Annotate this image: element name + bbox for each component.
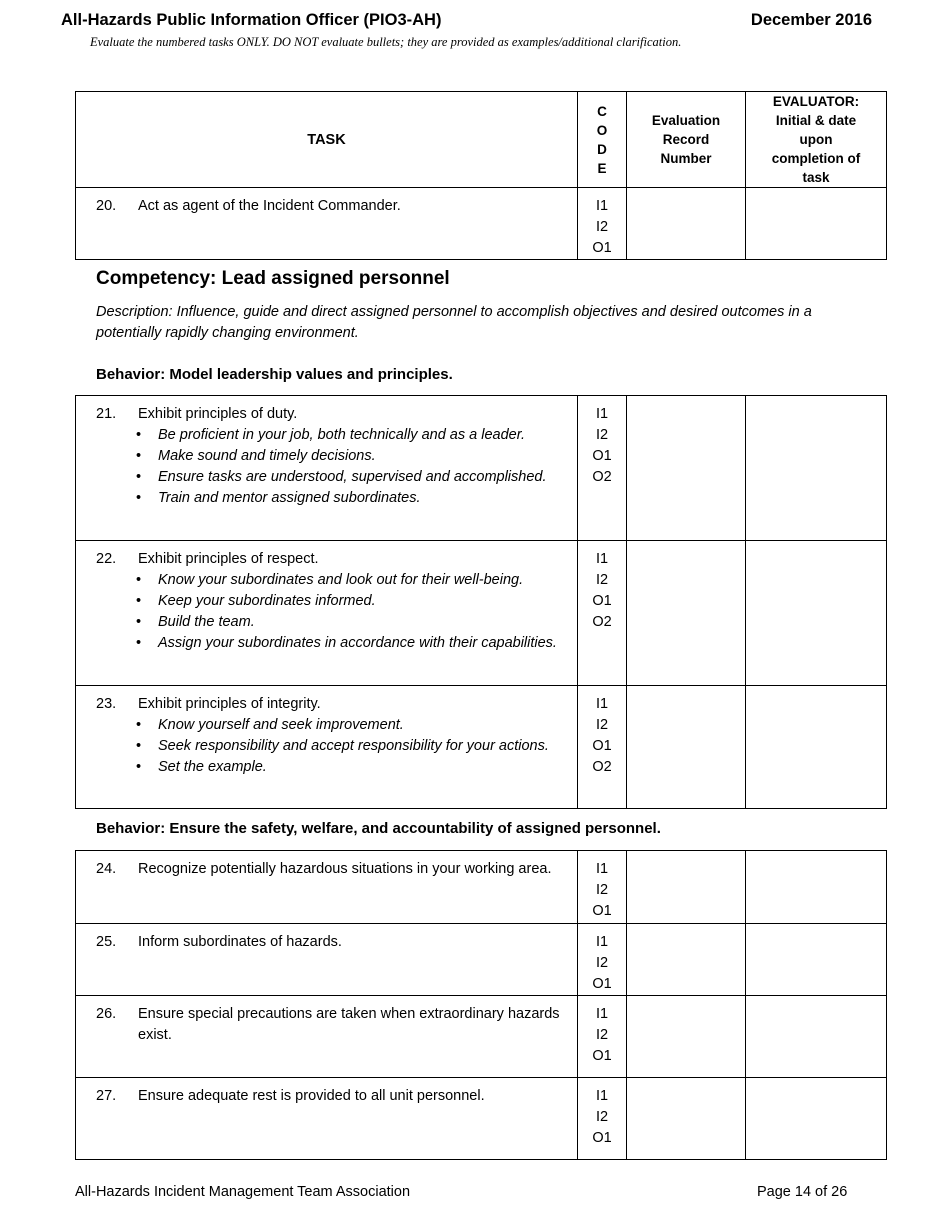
code-letter: C [597,103,607,119]
task-description [76,1078,578,1160]
code: I2 [595,955,609,971]
behavior-title: Behavior: Model leadership values and principles. [96,366,453,383]
task-text: Inform subordinates of hazards. [138,934,342,950]
bullet-item: • Make sound and timely decisions. [128,446,567,467]
task-number: 24. [96,861,117,877]
code: O1 [592,1130,612,1146]
code: I2 [595,717,609,733]
header-line: Initial & date [775,113,857,128]
task-number: 23. [96,696,117,712]
code: I1 [595,1006,609,1022]
task-codes [578,396,627,541]
header-line: completion of [771,151,861,166]
task-codes [578,924,627,996]
task-row-25 [76,924,887,996]
code: I1 [595,198,609,214]
competency-title: Competency: Lead assigned personnel [96,268,450,289]
code: O2 [592,759,612,775]
header-line: upon [799,132,833,147]
code: I1 [595,551,609,567]
bullet-item: • Know yourself and seek improvement. [128,715,567,736]
behavior-title: Behavior: Ensure the safety, welfare, and accountability of assigned personnel. [96,820,661,837]
code-column-header [578,92,627,188]
record-number-cell[interactable] [627,996,746,1078]
task-number: 27. [96,1088,117,1104]
evaluator-initial-cell[interactable] [746,851,887,924]
code: I2 [595,882,609,898]
task-row-23 [76,686,887,809]
bullet-item: • Set the example. [128,757,567,778]
task-codes [578,541,627,686]
code: O2 [592,469,612,485]
header-line: task [802,170,830,185]
evaluator-initial-cell[interactable] [746,188,887,260]
task-description [76,996,578,1078]
task-text: Exhibit principles of respect. [138,551,319,567]
bullet-item: • Know your subordinates and look out for their well-being. [128,570,567,591]
behavior-tasks-table [75,395,887,809]
bullet-item: • Be proficient in your job, both technically and as a leader. [128,425,567,446]
task-number: 22. [96,551,117,567]
task-text: Exhibit principles of integrity. [138,696,321,712]
evaluator-initial-cell[interactable] [746,541,887,686]
task-bullets [96,570,567,654]
code: O2 [592,614,612,630]
task-row-26 [76,996,887,1078]
header-line: EVALUATOR: [772,94,860,109]
code: I1 [595,406,609,422]
bullet-item: • Keep your subordinates informed. [128,591,567,612]
page-number: Page 14 of 26 [757,1184,848,1200]
record-number-cell[interactable] [627,188,746,260]
task-description [76,396,578,541]
code: I1 [595,934,609,950]
code-letter: O [596,122,608,138]
task-row-27 [76,1078,887,1160]
record-number-cell[interactable] [627,541,746,686]
task-text: Ensure special precautions are taken when extraordinary hazards exist. [138,1006,560,1043]
task-bullets [96,715,567,778]
evaluator-column-header [746,92,887,188]
code: I2 [595,427,609,443]
task-row-22 [76,541,887,686]
code-letter: E [597,160,607,176]
bullet-item: • Ensure tasks are understood, supervised and accomplished. [128,467,567,488]
evaluator-initial-cell[interactable] [746,996,887,1078]
code-letter: D [597,141,607,157]
bullet-item: • Build the team. [128,612,567,633]
task-text: Ensure adequate rest is provided to all unit personnel. [138,1088,485,1104]
competency-description: Description: Influence, guide and direct assigned personnel to accomplish objectives and desired outcomes in a potentially rapidly changing environment. [96,304,812,341]
task-row-24 [76,851,887,924]
code: O1 [592,738,612,754]
task-bullets [96,425,567,509]
record-number-cell[interactable] [627,924,746,996]
header-line: Record [662,132,710,147]
task-description [76,686,578,809]
evaluator-initial-cell[interactable] [746,1078,887,1160]
task-row-21 [76,396,887,541]
task-description [76,924,578,996]
task-codes [578,686,627,809]
code: I2 [595,1027,609,1043]
task-codes [578,851,627,924]
task-codes [578,996,627,1078]
header-line: Number [660,151,712,166]
bullet-item: • Seek responsibility and accept responsibility for your actions. [128,736,567,757]
task-column-header: TASK [76,92,578,188]
bullet-item: • Train and mentor assigned subordinates. [128,488,567,509]
evaluator-initial-cell[interactable] [746,686,887,809]
task-number: 20. [96,198,117,214]
record-number-cell[interactable] [627,396,746,541]
code: O1 [592,240,612,256]
safety-tasks-table [75,850,887,1160]
code: O1 [592,976,612,992]
code: O1 [592,448,612,464]
code: O1 [592,903,612,919]
code: I1 [595,696,609,712]
task-description [76,541,578,686]
record-number-cell[interactable] [627,686,746,809]
bullet-item: • Assign your subordinates in accordance with their capabilities. [128,633,567,654]
task-table-header [75,91,887,260]
header-line: Evaluation [651,113,721,128]
task-codes [578,188,627,260]
record-number-cell[interactable] [627,1078,746,1160]
task-text: Exhibit principles of duty. [138,406,298,422]
task-codes [578,1078,627,1160]
evaluator-initial-cell[interactable] [746,924,887,996]
evaluator-initial-cell[interactable] [746,396,887,541]
task-number: 26. [96,1006,117,1022]
code: O1 [592,1048,612,1064]
task-text: Recognize potentially hazardous situations in your working area. [138,861,552,877]
task-description [76,851,578,924]
code: I2 [595,1109,609,1125]
footer-organization: All-Hazards Incident Management Team Association [75,1184,411,1200]
code: I2 [595,219,609,235]
table-header-row [76,92,887,188]
task-number: 25. [96,934,117,950]
evaluation-instructions: Evaluate the numbered tasks ONLY. DO NOT evaluate bullets; they are provided as examples/additional clarification. [90,35,682,49]
task-number: 21. [96,406,117,422]
record-number-column-header [627,92,746,188]
task-text: Act as agent of the Incident Commander. [138,198,401,214]
task-row-20 [76,188,887,260]
document-title: All-Hazards Public Information Officer (PIO3-AH) [61,11,442,29]
document-date: December 2016 [750,11,872,29]
record-number-cell[interactable] [627,851,746,924]
code: I1 [595,861,609,877]
task-description [76,188,578,260]
code: I2 [595,572,609,588]
code: O1 [592,593,612,609]
code: I1 [595,1088,609,1104]
